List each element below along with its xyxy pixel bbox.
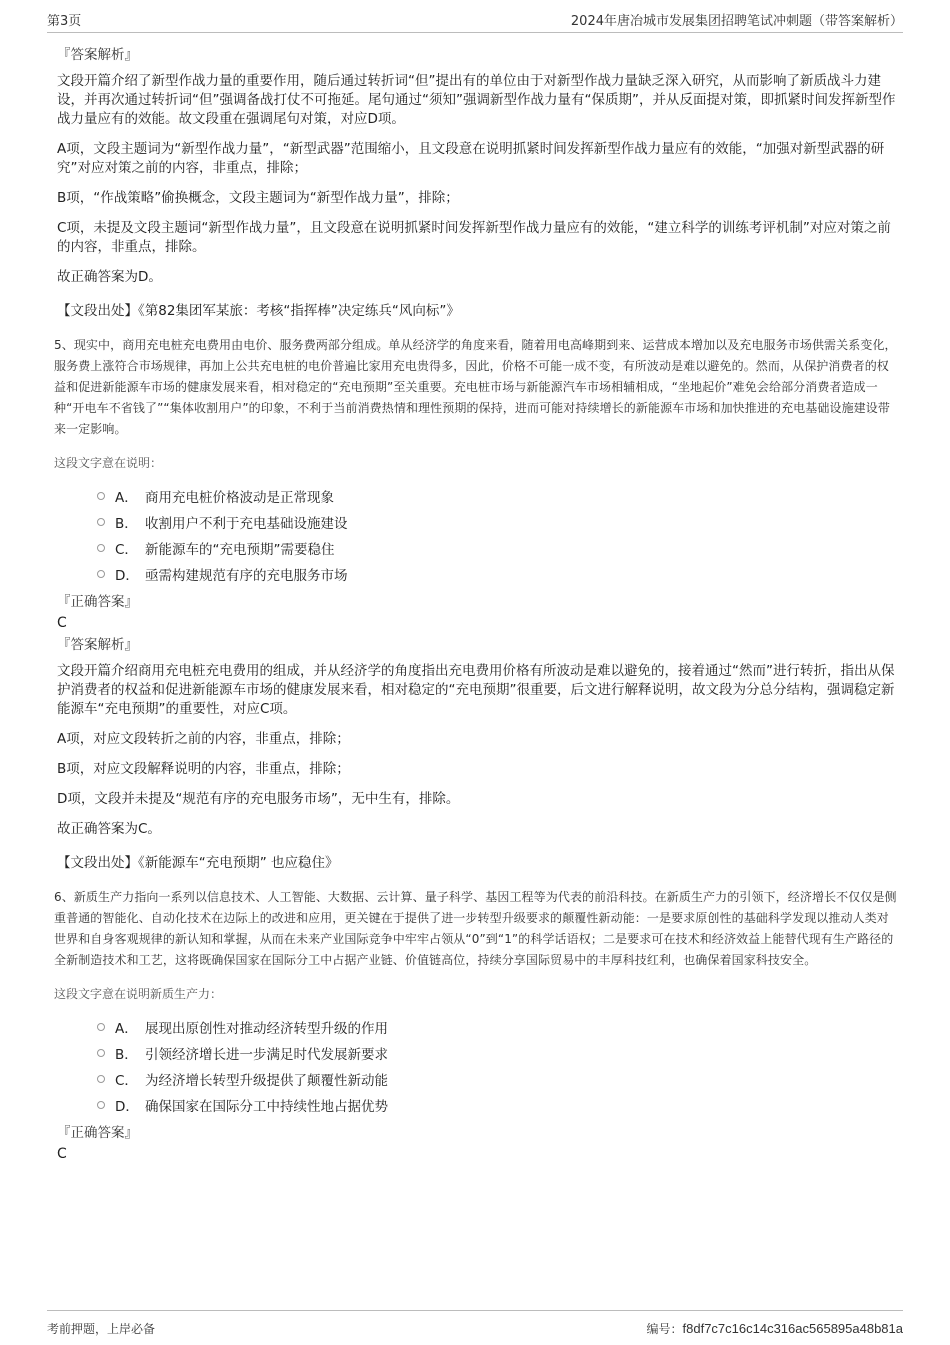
explanation-label: 『答案解析』: [57, 47, 138, 63]
radio-icon[interactable]: [97, 570, 105, 578]
option-letter: B．: [115, 1047, 138, 1063]
previous-question-analysis: [57, 44, 897, 321]
question-6: [54, 887, 897, 1165]
analysis-paragraph: B项，“作战策略”偷换概念，文段主题词为“新型作战力量”，排除；: [57, 190, 459, 206]
option-text: 展现出原创性对推动经济转型升级的作用: [145, 1021, 388, 1037]
page-footer: [47, 1310, 903, 1337]
correct-answer: C: [57, 615, 67, 631]
option-c[interactable]: [97, 1066, 897, 1092]
page-content: [54, 44, 897, 1165]
question-5: [54, 335, 897, 873]
analysis-paragraph: C项，未提及文段主题词“新型作战力量”，且文段意在说明抓紧时间发挥新型作战力量应有的效能，“建立科学的训练考评机制”对应对策之前的内容，非重点，排除。: [57, 220, 891, 255]
option-text: 新能源车的“充电预期”需要稳住: [145, 542, 335, 558]
option-letter: A．: [115, 1021, 138, 1037]
radio-icon[interactable]: [97, 1049, 105, 1057]
option-text: 亟需构建规范有序的充电服务市场: [145, 568, 348, 584]
analysis-paragraph: A项，文段主题词为“新型作战力量”，“新型武器”范围缩小，且文段意在说明抓紧时间发挥新型作战力量应有的效能，“加强对新型武器的研究”对应对策之前的内容，非重点，排除；: [57, 141, 885, 176]
radio-icon[interactable]: [97, 1023, 105, 1031]
footer-slogan: 考前押题，上岸必备: [47, 1322, 156, 1336]
analysis-paragraph: A项，对应文段转折之前的内容，非重点，排除；: [57, 731, 350, 747]
explanation-label: 『答案解析』: [57, 637, 138, 653]
option-a[interactable]: [97, 1014, 897, 1040]
option-letter: D．: [115, 568, 139, 584]
correct-answer-label: 『正确答案』: [57, 594, 138, 610]
question-stem: 5、现实中，商用充电桩充电费用由电价、服务费两部分组成。单从经济学的角度来看，随着用电高峰期到来、运营成本增加以及充电服务市场供需关系变化，服务费上涨符合市场规律，再加上公共充电桩的电价普遍比家用充电贵得多，因此，价格不可能一成不变，有所波动是难以避免的。然而，从保护消费者的权益和促进新能源车市场的健康发展来看，相对稳定的“充电预期”至关重要。充电桩市场与新能源汽车市场相辅相成，“坐地起价”难免会给部分消费者造成一种“开电车不省钱了”“集体收割用户”的印象，不利于当前消费热情和理性预期的保持，进而可能对持续增长的新能源车市场和加快推进的充电基础设施建设带来一定影响。: [54, 338, 897, 436]
option-d[interactable]: [97, 561, 897, 587]
correct-answer: C: [57, 1146, 67, 1162]
page-number: 第3页: [47, 14, 82, 29]
option-list: [97, 1014, 897, 1118]
analysis-paragraph: 故正确答案为C。: [57, 821, 161, 837]
option-b[interactable]: [97, 1040, 897, 1066]
source-citation: 【文段出处】《新能源车“充电预期” 也应稳住》: [57, 855, 339, 871]
radio-icon[interactable]: [97, 492, 105, 500]
analysis-paragraph: D项，文段并未提及“规范有序的充电服务市场”，无中生有，排除。: [57, 791, 460, 807]
option-letter: D．: [115, 1099, 139, 1115]
question-prompt: 这段文字意在说明新质生产力：: [54, 987, 223, 1001]
option-d[interactable]: [97, 1092, 897, 1118]
question-prompt: 这段文字意在说明：: [54, 456, 163, 470]
page-header: [47, 10, 903, 33]
option-text: 确保国家在国际分工中持续性地占据优势: [145, 1099, 388, 1115]
option-text: 引领经济增长进一步满足时代发展新要求: [145, 1047, 388, 1063]
correct-answer-label: 『正确答案』: [57, 1125, 138, 1141]
option-letter: C．: [115, 1073, 138, 1089]
option-letter: C．: [115, 542, 138, 558]
option-c[interactable]: [97, 535, 897, 561]
option-a[interactable]: [97, 483, 897, 509]
option-b[interactable]: [97, 509, 897, 535]
analysis-paragraph: 故正确答案为D。: [57, 269, 162, 285]
analysis-paragraph: 文段开篇介绍了新型作战力量的重要作用，随后通过转折词“但”提出有的单位由于对新型作战力量缺乏深入研究，从而影响了新质战斗力建设，并再次通过转折词“但”强调备战打仗不可拖延。尾句通过“须知”强调新型作战力量有“保质期”，并从反面提对策，即抓紧时间发挥新型作战力量应有的效能。故文段重在强调尾句对策，对应D项。: [57, 73, 896, 127]
option-text: 收割用户不利于充电基础设施建设: [145, 516, 348, 532]
radio-icon[interactable]: [97, 544, 105, 552]
option-text: 商用充电桩价格波动是正常现象: [145, 490, 334, 506]
option-text: 为经济增长转型升级提供了颠覆性新动能: [145, 1073, 388, 1089]
code-label: 编号：: [646, 1322, 683, 1336]
document-title: 2024年唐冶城市发展集团招聘笔试冲刺题（带答案解析）: [570, 14, 903, 29]
radio-icon[interactable]: [97, 1075, 105, 1083]
question-stem: 6、新质生产力指向一系列以信息技术、人工智能、大数据、云计算、量子科学、基因工程等为代表的前沿科技。在新质生产力的引领下，经济增长不仅仅是侧重普通的智能化、自动化技术在边际上的改进和应用，更关键在于提供了进一步转型升级要求的颠覆性新动能：一是要求原创性的基础科学发现以推动人类对世界和自身客观规律的新认知和掌握，从而在未来产业国际竞争中牢牢占领从“0”到“1”的科学话语权；二是要求可在技术和经济效益上能替代现有生产路径的全新制造技术和工艺，这将既确保国家在国际分工中占据产业链、价值链高位，持续分享国际贸易中的丰厚科技红利，也确保着国家科技安全。: [54, 890, 897, 967]
radio-icon[interactable]: [97, 518, 105, 526]
option-list: [97, 483, 897, 587]
option-letter: B．: [115, 516, 138, 532]
option-letter: A．: [115, 490, 138, 506]
analysis-paragraph: B项，对应文段解释说明的内容，非重点，排除；: [57, 761, 350, 777]
source-citation: 【文段出处】《第82集团军某旅：考核“指挥棒”决定练兵“风向标”》: [57, 303, 460, 319]
document-code: [647, 1320, 904, 1337]
radio-icon[interactable]: [97, 1101, 105, 1109]
code-value: f8df7c7c16c14c316ac565895a48b81a: [682, 1321, 903, 1336]
analysis-paragraph: 文段开篇介绍商用充电桩充电费用的组成，并从经济学的角度指出充电费用价格有所波动是难以避免的，接着通过“然而”进行转折，指出从保护消费者的权益和促进新能源车市场的健康发展来看，相对稳定的“充电预期”很重要，后文进行解释说明，故文段为分总分结构，强调稳定新能源车“充电预期”的重要性，对应C项。: [57, 663, 895, 717]
